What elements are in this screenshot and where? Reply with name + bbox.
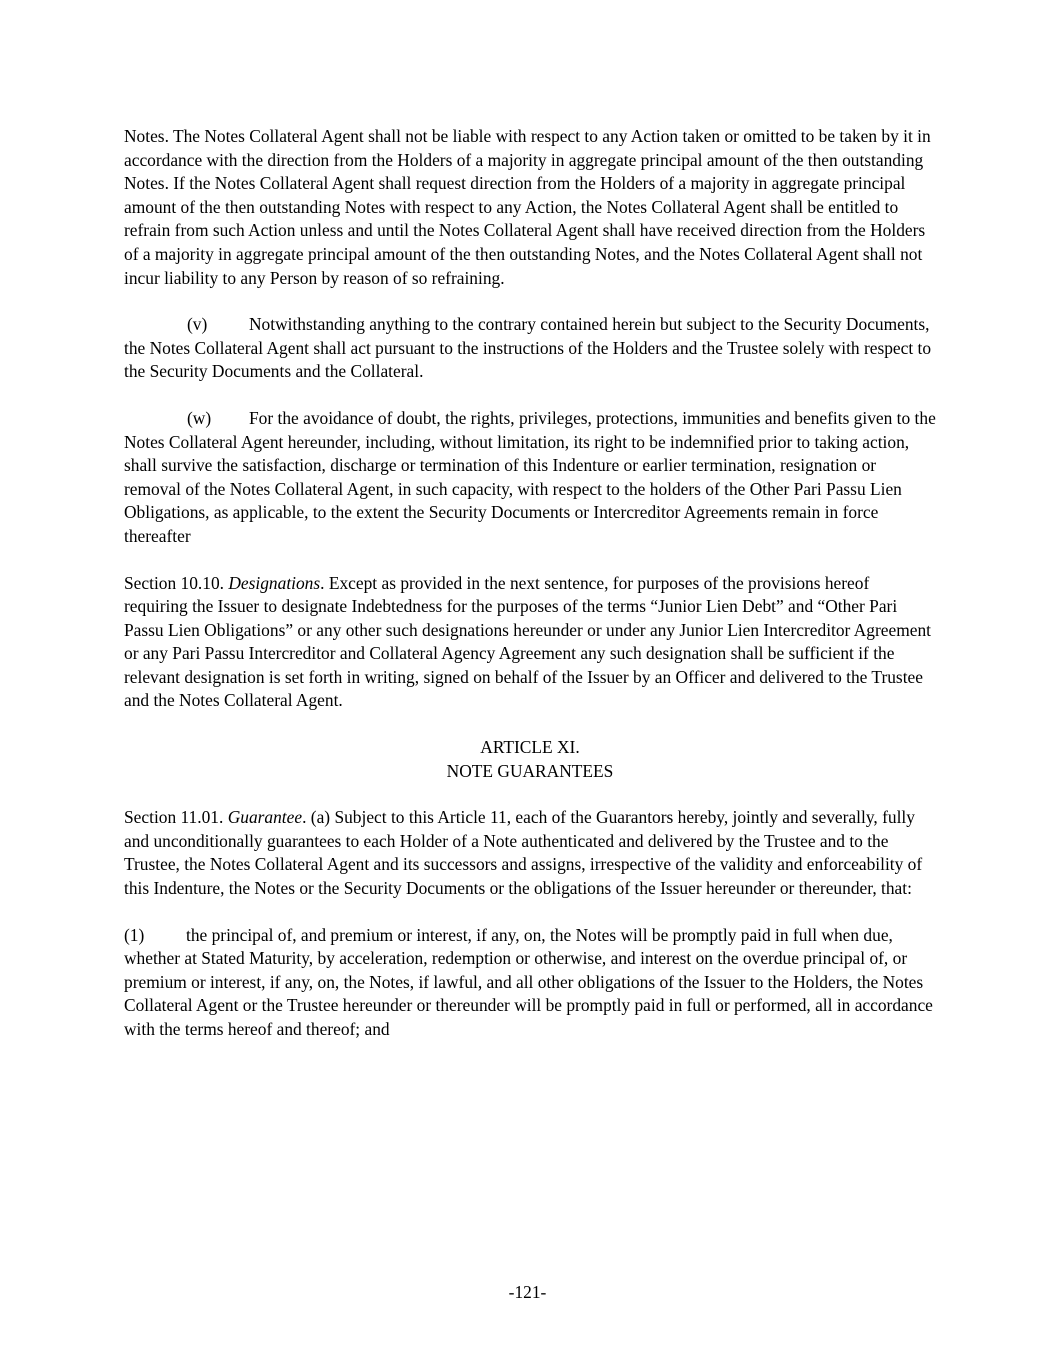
paragraph-w (124, 407, 936, 549)
paragraph-v-label: (v) (187, 314, 208, 335)
article-heading (124, 736, 936, 783)
page-number: -121- (508, 1282, 547, 1302)
paragraph-v (124, 313, 936, 384)
paragraph-v-text: Notwithstanding anything to the contrary contained herein but subject to the Security Documents, the Notes Collateral Agent shall act pursuant to the instructions of the Holders and the Trustee solely with respect to the Security Documents and the Collateral. (124, 314, 932, 382)
paragraph-w-text: For the avoidance of doubt, the rights, privileges, protections, immunities and benefits given to the Notes Collateral Agent hereunder, including, without limitation, its right to be indemnified prior to taking action, shall survive the satisfaction, discharge or termination of this Indenture or earlier termination, resignation or removal of the Notes Collateral Agent, in such capacity, with respect to the holders of the Other Pari Passu Lien Obligations, as applicable, to the extent the Security Documents or Intercreditor Agreements remain in force thereafter (124, 407, 936, 546)
section-11-01-text: . (a) Subject to this Article 11, each of the Guarantors hereby, jointly and severally, fully and unconditionally guarantees to each Holder of a Note authenticated and delivered by the Trustee and to the Trustee, the Notes Collateral Agent and its successors and assigns, irrespective of the validity and enforceability of this Indenture, the Notes or the Security Documents or the obligations of the Issuer hereunder or thereunder, that: (124, 807, 923, 899)
list-item-1-label: (1) (124, 924, 145, 945)
section-11-01-title: Guarantee (227, 807, 303, 828)
section-10-10 (124, 572, 936, 714)
section-11-01 (124, 806, 936, 900)
list-item-1 (124, 924, 936, 1042)
paragraph-w-label: (w) (187, 407, 212, 428)
article-number: ARTICLE XI. (480, 737, 580, 758)
section-10-10-number: Section 10.10. (124, 572, 224, 593)
section-10-10-text: . Except as provided in the next sentence, for purposes of the provisions hereof requiring the Issuer to designate Indebtedness for the purposes of the terms “Junior Lien Debt” and “Other Pari Passu Lien Obligations” or any other such designations hereunder or under any Junior Lien Intercreditor Agreement or any Pari Passu Intercreditor and Collateral Agency Agreement any such designation shall be sufficient if the relevant designation is set forth in writing, signed on behalf of the Issuer by an Officer and delivered to the Trustee and the Notes Collateral Agent. (124, 572, 931, 711)
article-title: NOTE GUARANTEES (446, 760, 614, 781)
section-10-10-title: Designations (228, 572, 321, 593)
list-item-1-text: the principal of, and premium or interest, if any, on, the Notes will be promptly paid in full when due, whether at Stated Maturity, by acceleration, redemption or otherwise, and interest on the overdue principal of, or premium or interest, if any, on, the Notes, if lawful, and all other obligations of the Issuer to the Holders, the Notes Collateral Agent or the Trustee hereunder or thereunder will be promptly paid in full or performed, all in accordance with the terms hereof and thereof; and (124, 924, 933, 1039)
paragraph-notes-collateral-agent-liability: Notes. The Notes Collateral Agent shall not be liable with respect to any Action taken or omitted to be taken by it in accordance with the direction from the Holders of a majority in aggregate principal amount of the then outstanding Notes. If the Notes Collateral Agent shall request direction from the Holders of a majority in aggregate principal amount of the then outstanding Notes with respect to any Action, the Notes Collateral Agent shall be entitled to refrain from such Action unless and until the Notes Collateral Agent shall have received direction from the Holders of a majority in aggregate principal amount of the then outstanding Notes, and the Notes Collateral Agent shall not incur liability to any Person by reason of so refraining. (124, 126, 931, 288)
document-body (124, 125, 936, 1065)
section-11-01-number: Section 11.01. (124, 807, 224, 828)
